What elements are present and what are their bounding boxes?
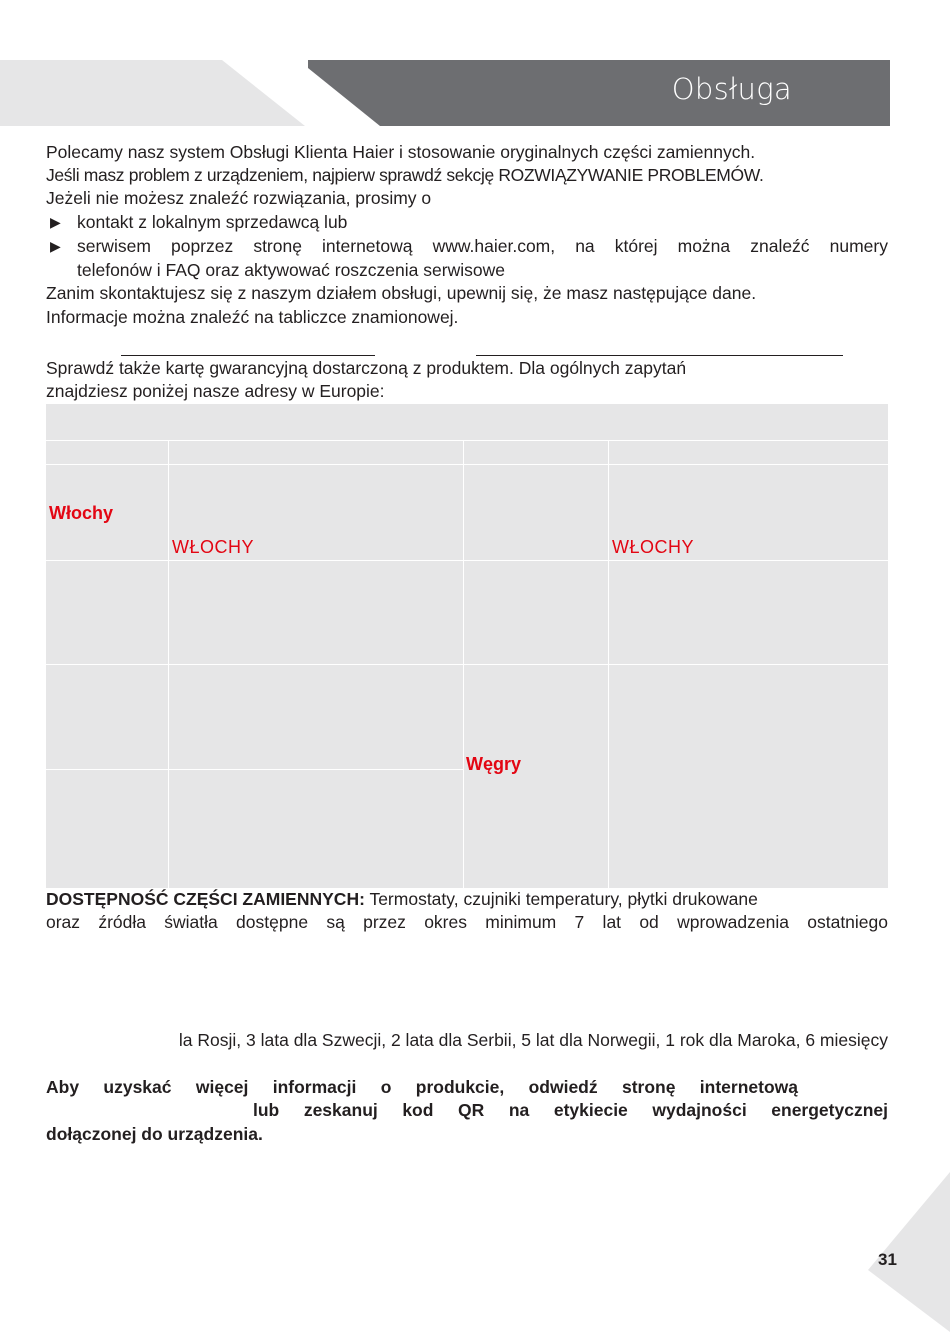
rating-plate-line-1	[121, 355, 375, 356]
table-row-divider	[46, 440, 888, 441]
intro-line-2: Jeśli masz problem z urządzeniem, najpierw sprawdź sekcję ROZWIĄZYWANIE PROBLEMÓW.	[46, 165, 764, 185]
bullet-1-text: kontakt z lokalnym sprzedawcą lub	[77, 212, 348, 232]
warranty-line-2: znajdziesz poniżej nasze adresy w Europie:	[46, 381, 385, 401]
spare-parts-fragment: la Rosji, 3 lata dla Szwecji, 2 lata dla Serbii, 5 lat dla Norwegii, 1 rok dla Maroka, 6 miesięcy	[178, 1030, 888, 1050]
page-corner-decoration	[850, 1172, 950, 1332]
country-italy: Włochy	[49, 503, 114, 523]
intro-line-1: Polecamy nasz system Obsługi Klienta Haier i stosowanie oryginalnych części zamiennych.	[46, 142, 756, 162]
header-dark-band	[300, 60, 890, 126]
spare-parts-label: DOSTĘPNOŚĆ CZĘŚCI ZAMIENNYCH:	[46, 889, 365, 909]
contact-line-2: Informacje można znaleźć na tabliczce znamionowej.	[46, 307, 459, 327]
page-title: Obsługa	[671, 72, 792, 106]
country-hungary: Węgry	[466, 754, 522, 774]
table-row-divider	[46, 664, 888, 665]
warranty-line-1: Sprawdź także kartę gwarancyjną dostarczoną z produktem. Dla ogólnych zapytań	[46, 358, 687, 378]
page-number: 31	[878, 1250, 897, 1269]
bullet-arrow-icon: ▶	[50, 214, 61, 230]
bullet-arrow-icon: ▶	[50, 238, 61, 254]
rating-plate-line-2	[476, 355, 843, 356]
contact-line-1: Zanim skontaktujesz się z naszym działem obsługi, upewnij się, że masz następujące dane.	[46, 283, 757, 303]
spare-parts-line-1	[46, 888, 888, 912]
table-row-divider	[46, 560, 888, 561]
more-info-line-2: lub zeskanuj kod QR na etykiecie wydajności energetycznej	[253, 1100, 888, 1120]
intro-line-3: Jeżeli nie możesz znaleźć rozwiązania, prosimy o	[46, 188, 432, 208]
address-italy-2: WŁOCHY	[612, 537, 695, 557]
table-col-divider	[608, 440, 609, 888]
table-col-divider	[168, 440, 169, 888]
more-info-line-1: Aby uzyskać więcej informacji o produkcie, odwiedź stronę internetową	[46, 1077, 798, 1097]
spare-parts-text: Termostaty, czujniki temperatury, płytki drukowane	[369, 889, 758, 909]
bullet-2-line-1: serwisem poprzez stronę internetową www.haier.com, na której można znaleźć numery	[77, 236, 888, 256]
more-info-line-3: dołączonej do urządzenia.	[46, 1124, 263, 1144]
address-table	[46, 404, 888, 888]
bullet-2-line-2: telefonów i FAQ oraz aktywować roszczenia serwisowe	[77, 260, 505, 280]
table-col-divider	[463, 440, 464, 888]
spare-parts-line-2: oraz źródła światła dostępne są przez okres minimum 7 lat od wprowadzenia ostatniego	[46, 912, 888, 932]
address-italy-1: WŁOCHY	[172, 537, 255, 557]
header-light-band	[0, 60, 310, 126]
table-row-divider	[46, 769, 463, 770]
table-row-divider	[46, 464, 888, 465]
